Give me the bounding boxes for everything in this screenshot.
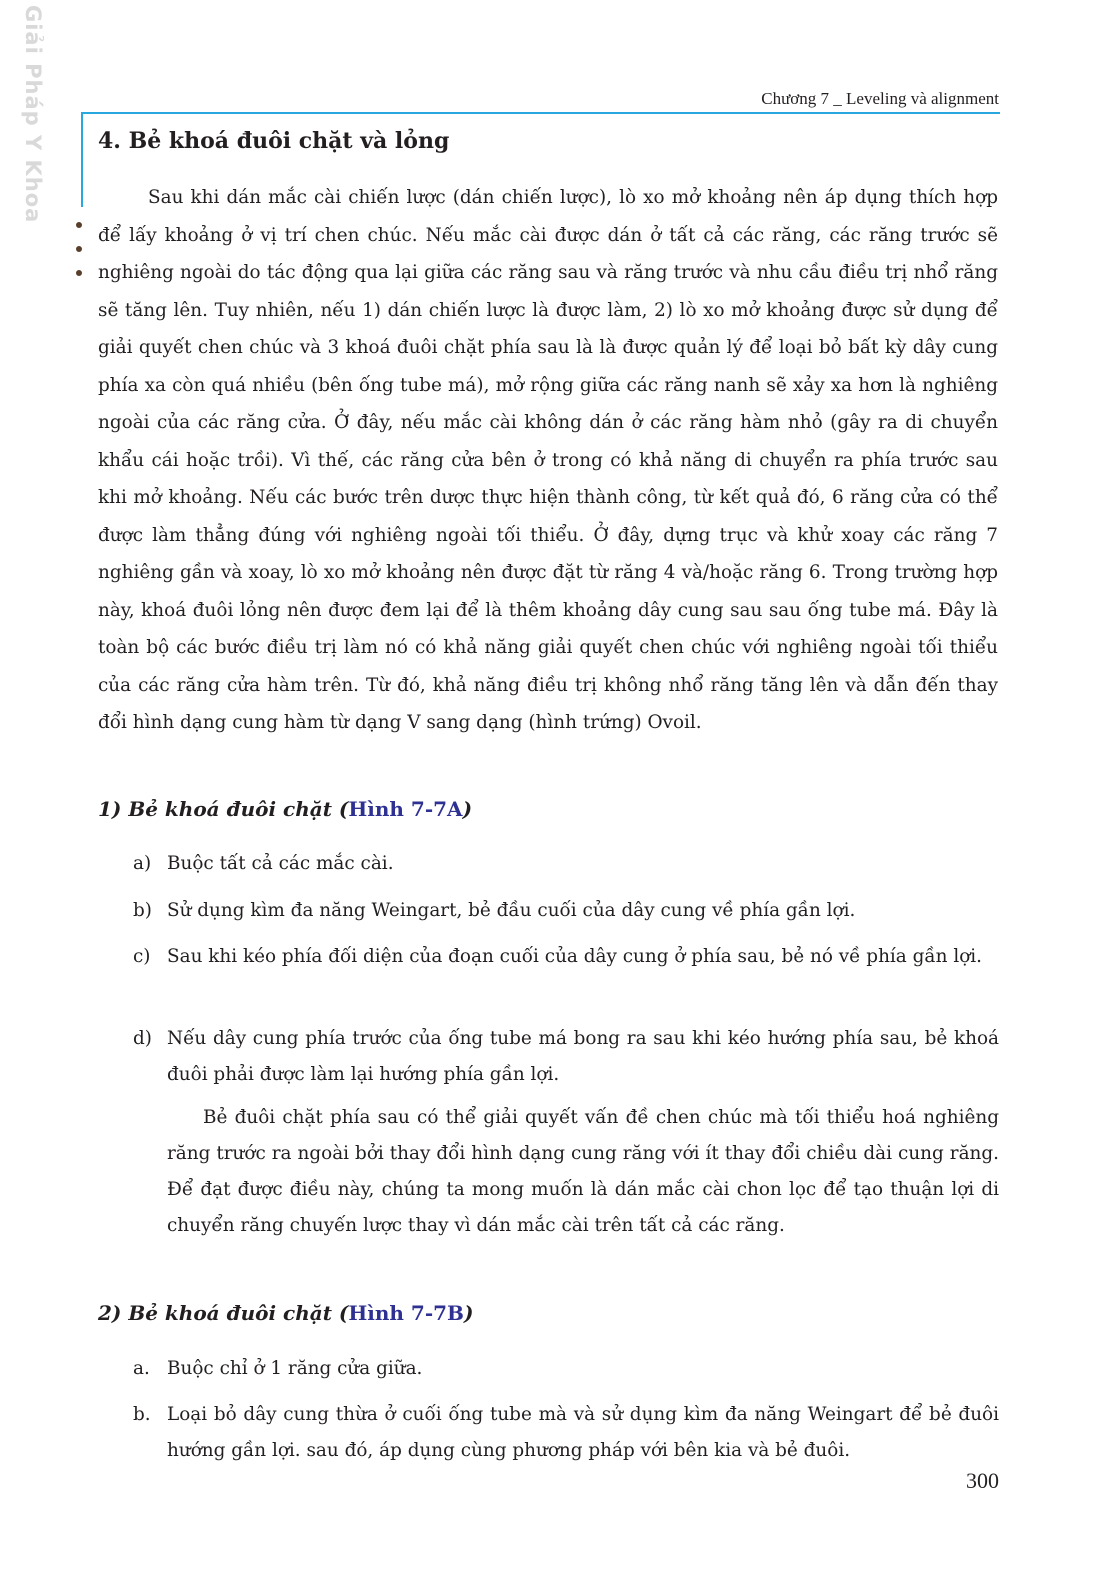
note-paragraph: Bẻ đuôi chặt phía sau có thể giải quyết vấn đề chen chúc mà tối thiểu hoá nghiêng răng trước ra ngoài bởi thay đổi hình dạng cung răng với ít thay đổi chiều dài cung răng. Để đạt được điều này, chúng ta mong muốn là dán mắc cài chon lọc để tạo thuận lợi di chuyển răng chuyến lược thay vì dán mắc cài trên tất cả các răng. [167, 1107, 999, 1236]
list-item [133, 1397, 999, 1469]
header-rule [81, 112, 1000, 114]
decorative-dot [76, 246, 82, 252]
subheading-2-suffix: ) [463, 1301, 474, 1325]
chapter-header: Chương 7 _ Leveling và alignment [761, 89, 999, 108]
section-title: 4. Bẻ khoá đuôi chặt và lỏng [98, 128, 450, 154]
watermark: Giải Pháp Y Khoa [21, 5, 45, 224]
list-item-text: Sử dụng kìm đa năng Weingart, bẻ đầu cuối của dây cung về phía gần lợi. [167, 900, 856, 921]
list-item-text: Buộc chỉ ở 1 răng cửa giữa. [167, 1358, 423, 1379]
page-number: 300 [966, 1468, 999, 1493]
list-marker: b. [133, 1404, 151, 1425]
list-item [133, 1021, 999, 1093]
list-marker: a) [133, 853, 152, 874]
list-item-text: Nếu dây cung phía trước của ống tube má bong ra sau khi kéo hướng phía sau, bẻ khoá đuôi phải được làm lại hướng phía gần lợi. [167, 1028, 999, 1085]
decorative-dot [76, 222, 82, 228]
body-paragraph: Sau khi dán mắc cài chiến lược (dán chiến lược), lò xo mở khoảng nên áp dụng thích hợp để lấy khoảng ở vị trí chen chúc. Nếu mắc cài được dán ở tất cả các răng, các răng trước sẽ nghiêng ngoài do tác động qua lại giữa các răng sau và răng trước và nhu cầu điều trị nhổ răng sẽ tăng lên. Tuy nhiên, nếu 1) dán chiến lược là được làm, 2) lò xo mở khoảng được sử dụng để giải quyết chen chúc và 3 khoá đuôi chặt phía sau là là được quản lý để loại bỏ bất kỳ dây cung phía xa còn quá nhiều (bên ống tube má), mở rộng giữa các răng nanh sẽ xảy xa hơn là nghiêng ngoài của các răng cửa. Ở đây, nếu mắc cài không dán ở các răng hàm nhỏ (gây ra di chuyển khẩu cái hoặc trồi). Vì thế, các răng cửa bên ở trong có khả năng di chuyển ra phía trước sau khi mở khoảng. Nếu các bước trên dược thực hiện thành công, từ kết quả đó, 6 răng cửa có thể được làm thẳng đúng với nghiêng ngoài tối thiểu. Ở đây, dựng trục và khử xoay các răng 7 nghiêng gần và xoay, lò xo mở khoảng nên được đặt từ răng 4 và/hoặc răng 6. Trong trường hợp này, khoá đuôi lỏng nên được đem lại để là thêm khoảng dây cung sau sau ống tube má. Đây là toàn bộ các bước điều trị làm nó có khả năng giải quyết chen chúc với nghiêng ngoài tối thiểu của các răng cửa hàm trên. Từ đó, khả năng điều trị không nhổ răng tăng lên và dẫn đến thay đổi hình dạng cung hàm từ dạng V sang dạng (hình trứng) Ovoil. [98, 187, 998, 733]
list-item [133, 939, 999, 975]
list-item [133, 846, 999, 882]
decorative-dot [76, 270, 82, 276]
list-item [133, 893, 999, 929]
list-item-text: Sau khi kéo phía đối diện của đoạn cuối của dây cung ở phía sau, bẻ nó về phía gần lợi. [167, 946, 983, 967]
list-marker: d) [133, 1028, 152, 1049]
figure-reference: Hình 7-7B [348, 1301, 464, 1325]
subheading-1-suffix: ) [462, 797, 473, 821]
subheading-1 [98, 797, 472, 821]
side-rule [81, 112, 83, 207]
list-item [133, 1351, 999, 1387]
subheading-1-prefix: 1) Bẻ khoá đuôi chặt ( [98, 797, 349, 821]
list-item-text: Buộc tất cả các mắc cài. [167, 853, 394, 874]
list-marker: a. [133, 1358, 150, 1379]
subheading-2 [98, 1301, 473, 1325]
list-marker: c) [133, 946, 151, 967]
list-item-text: Loại bỏ dây cung thừa ở cuối ống tube mà và sử dụng kìm đa năng Weingart để bẻ đuôi hướng gần lợi. sau đó, áp dụng cùng phương pháp với bên kia và bẻ đuôi. [167, 1404, 999, 1461]
list-marker: b) [133, 900, 152, 921]
figure-reference: Hình 7-7A [348, 797, 463, 821]
subheading-2-prefix: 2) Bẻ khoá đuôi chặt ( [98, 1301, 349, 1325]
